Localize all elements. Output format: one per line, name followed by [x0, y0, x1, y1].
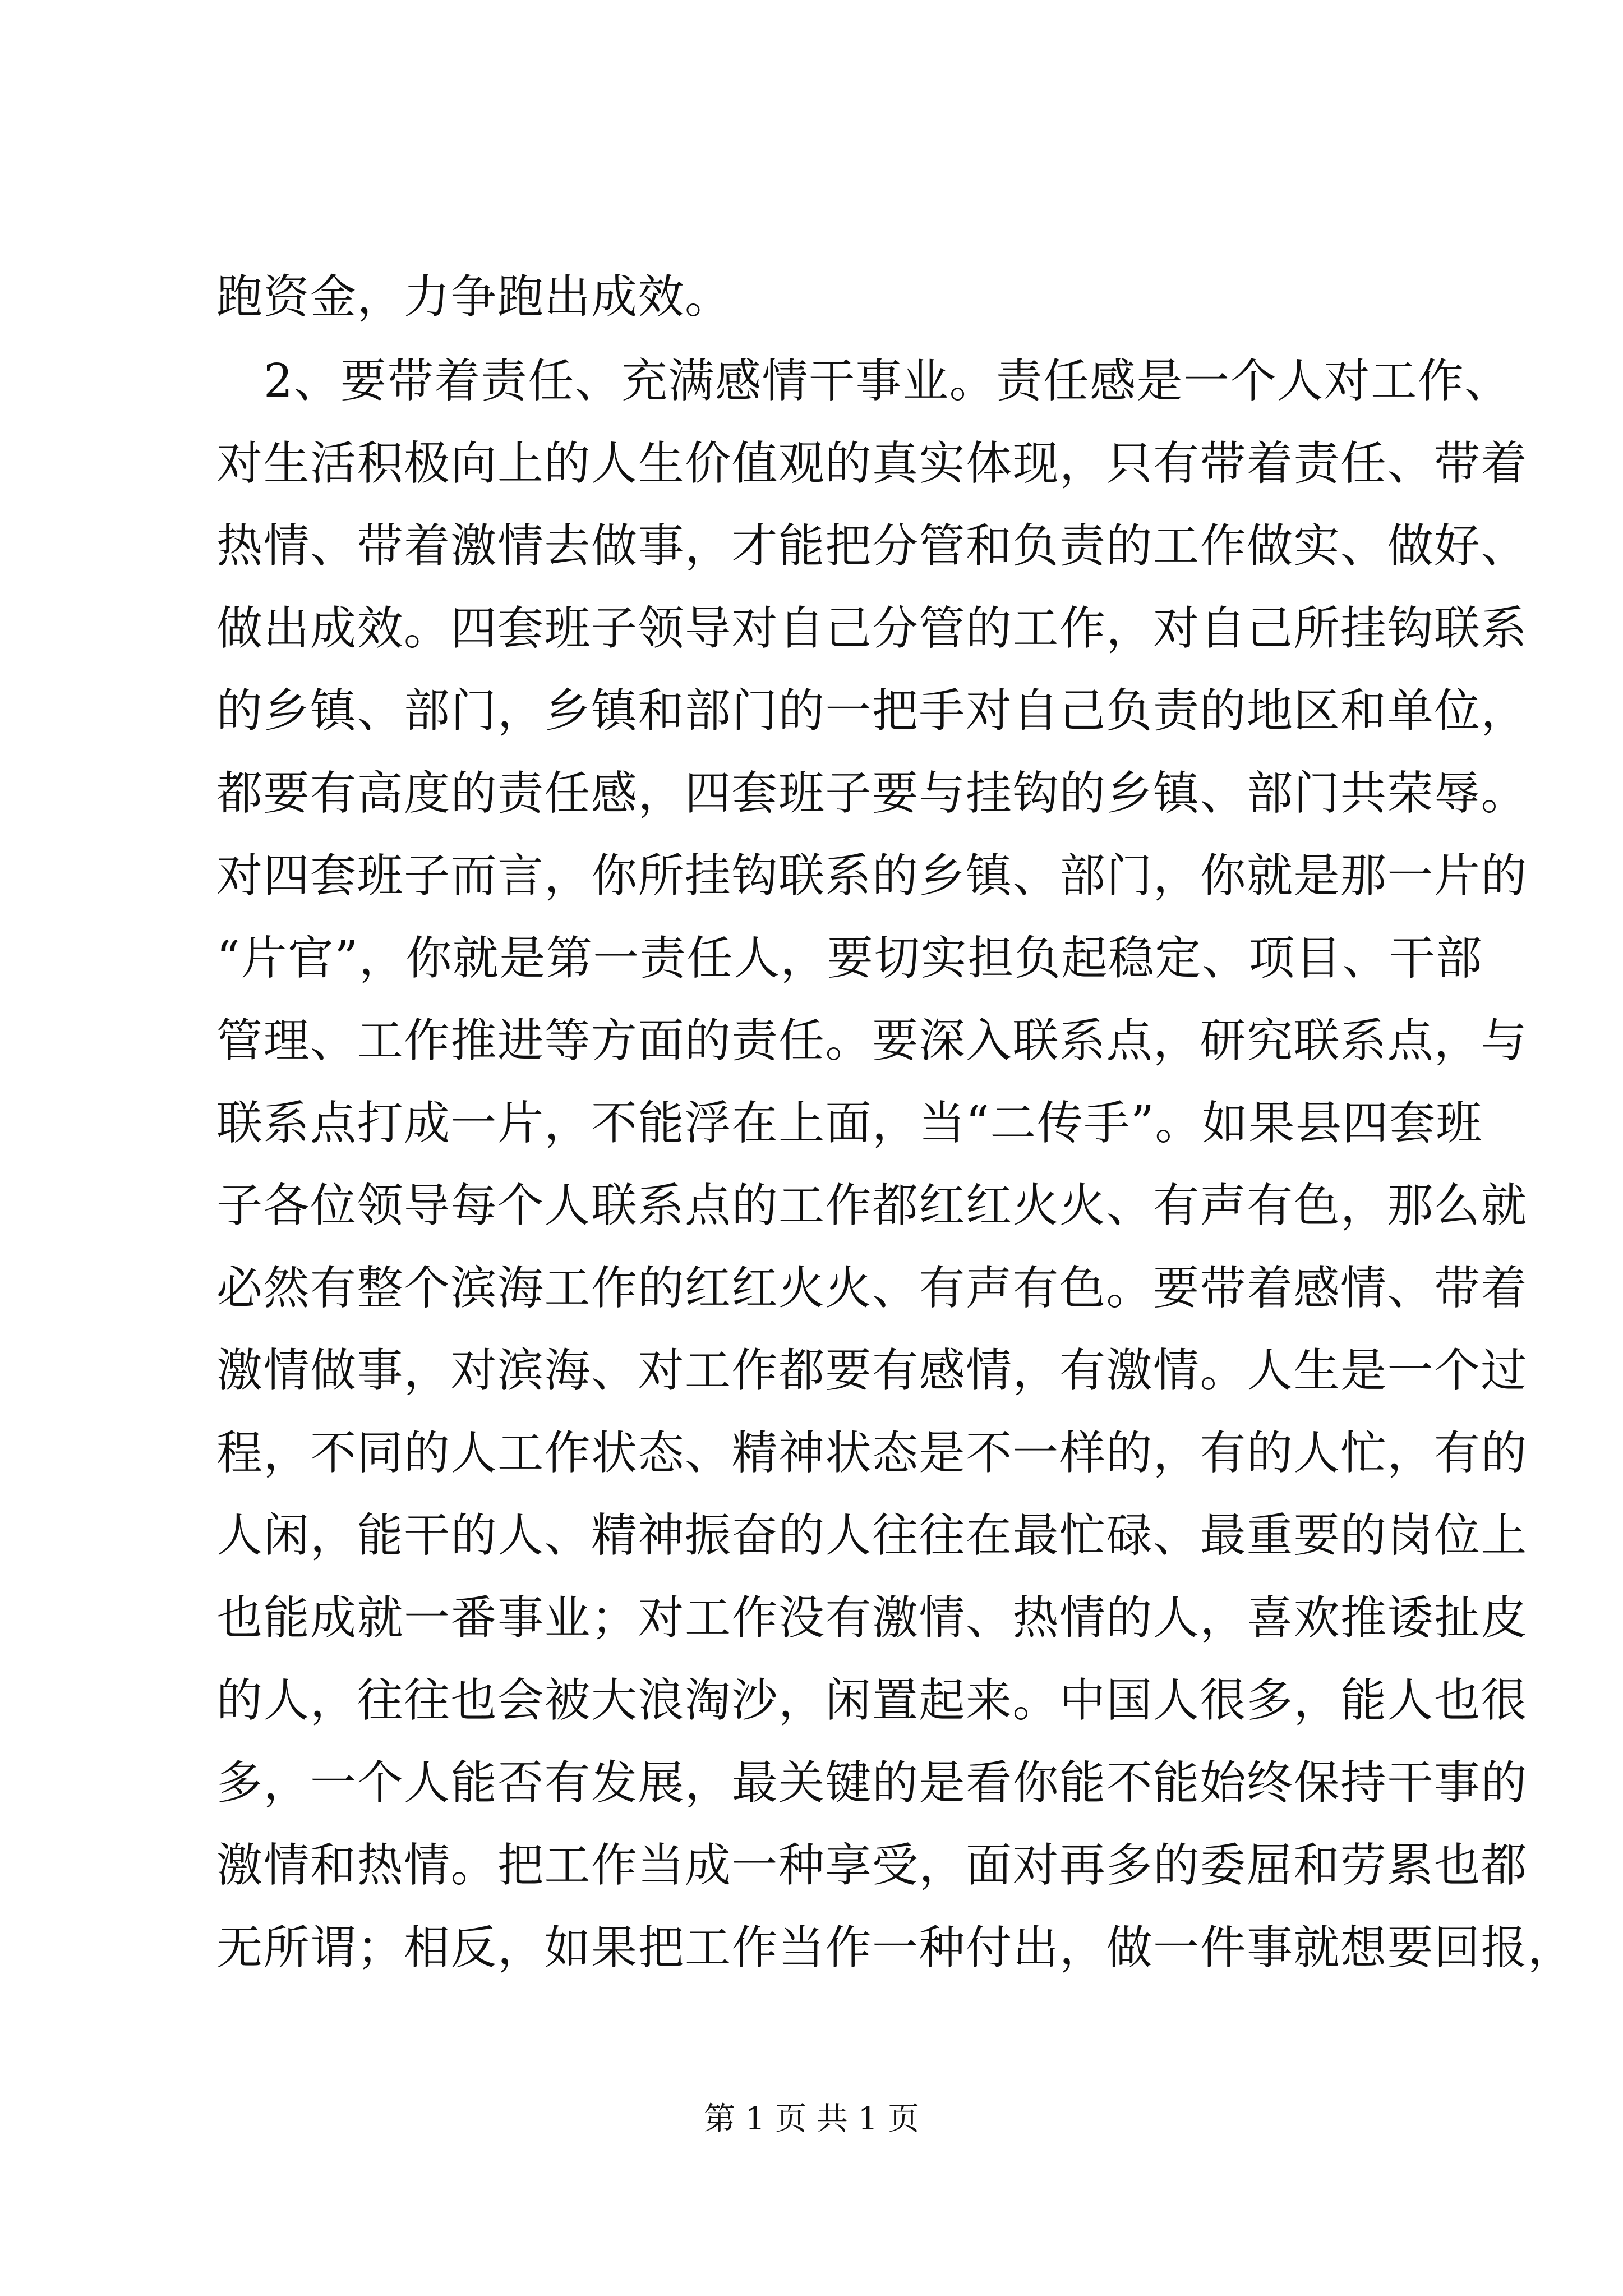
text-line: 多，一个人能否有发展，最关键的是看你能不能始终保持干事的	[216, 1756, 1528, 1810]
text-line: 的乡镇、部门，乡镇和部门的一把手对自己负责的地区和单位，	[216, 684, 1528, 738]
text-line: 程，不同的人工作状态、精神状态是不一样的，有的人忙，有的	[216, 1427, 1528, 1480]
text-line: 跑资金，力争跑出成效。	[216, 270, 732, 324]
text-line: 管理、工作推进等方面的责任。要深入联系点，研究联系点，与	[216, 1014, 1528, 1068]
text-line: 联系点打成一片，不能浮在上面，当“二传手”。如果县四套班	[216, 1097, 1483, 1150]
text-line: 做出成效。四套班子领导对自己分管的工作，对自己所挂钩联系	[216, 602, 1528, 655]
text-line: 对生活积极向上的人生价值观的真实体现，只有带着责任、带着	[216, 437, 1528, 490]
page-number-footer: 第 1 页 共 1 页	[703, 2101, 920, 2137]
text-line: 对四套班子而言，你所挂钩联系的乡镇、部门，你就是那一片的	[216, 849, 1528, 903]
text-line: 人闲，能干的人、精神振奋的人往往在最忙碌、最重要的岗位上	[216, 1509, 1528, 1562]
text-line: 激情做事，对滨海、对工作都要有感情，有激情。人生是一个过	[216, 1344, 1528, 1397]
text-line: 热情、带着激情去做事，才能把分管和负责的工作做实、做好、	[216, 519, 1528, 573]
text-line: 2、要带着责任、充满感情干事业。责任感是一个人对工作、	[264, 355, 1511, 408]
text-line: 激情和热情。把工作当成一种享受，面对再多的委屈和劳累也都	[216, 1839, 1528, 1892]
text-line: “片官”，你就是第一责任人，要切实担负起稳定、项目、干部	[216, 932, 1483, 985]
text-line: 的人，往往也会被大浪淘沙，闲置起来。中国人很多，能人也很	[216, 1674, 1528, 1727]
text-line: 必然有整个滨海工作的红红火火、有声有色。要带着感情、带着	[216, 1262, 1528, 1315]
text-line: 子各位领导每个人联系点的工作都红红火火、有声有色，那么就	[216, 1179, 1528, 1232]
text-line: 都要有高度的责任感，四套班子要与挂钩的乡镇、部门共荣辱。	[216, 767, 1528, 820]
text-line: 无所谓；相反，如果把工作当作一种付出，做一件事就想要回报，	[216, 1921, 1575, 1975]
text-line: 也能成就一番事业；对工作没有激情、热情的人，喜欢推诿扯皮	[216, 1591, 1528, 1645]
